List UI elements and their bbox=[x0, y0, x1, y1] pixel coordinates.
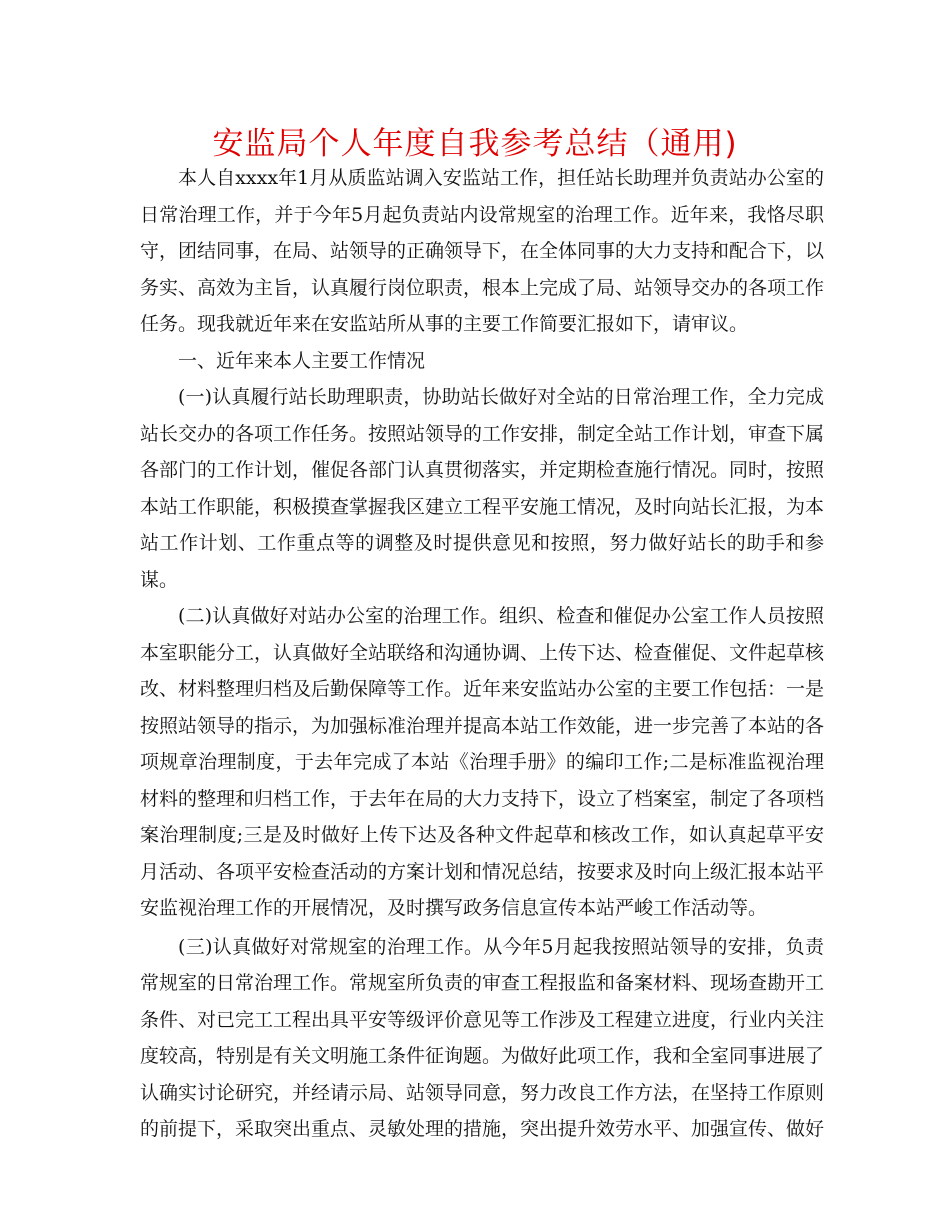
paragraph-item-2: (二)认真做好对站办公室的治理工作。组织、检查和催促办公室工作人员按照本室职能分工，认真做好全站联络和沟通协调、上传下达、检查催促、文件起草核改、材料整理归档及后勤保障等工作。近年来安监站办公室的主要工作包括：一是按照站领导的指示，为加强标准治理并提高本站工作效能，进一步完善了本站的各项规章治理制度，于去年完成了本站《治理手册》的编印工作;二是标准监视治理材料的整理和归档工作，于去年在局的大力支持下，设立了档案室，制定了各项档案治理制度;三是及时做好上传下达及各种文件起草和核改工作，如认真起草平安月活动、各项平安检查活动的方案计划和情况总结，按要求及时向上级汇报本站平安监视治理工作的开展情况，及时撰写政务信息宣传本站严峻工作活动等。 bbox=[140, 605, 825, 919]
section-heading: 一、近年来本人主要工作情况 bbox=[178, 349, 426, 372]
document-title: 安监局个人年度自我参考总结（通用) bbox=[212, 126, 738, 162]
document-body bbox=[140, 160, 824, 1148]
paragraph-intro: 本人自xxxx年1月从质监站调入安监站工作，担任站长助理并负责站办公室的日常治理工作，并于今年5月起负责站内设常规室的治理工作。近年来，我恪尽职守，团结同事，在局、站领导的正确领导下，在全体同事的大力支持和配合下，以务实、高效为主旨，认真履行岗位职责，根本上完成了局、站领导交办的各项工作任务。现我就近年来在安监站所从事的主要工作简要汇报如下，请审议。 bbox=[140, 167, 825, 335]
paragraph-item-3: (三)认真做好对常规室的治理工作。从今年5月起我按照站领导的安排，负责常规室的日常治理工作。常规室所负责的审查工程报监和备案材料、现场查勘开工条件、对已完工工程出具平安等级评价意见等工作涉及工程建立进度，行业内关注度较高，特别是有关文明施工条件征询题。为做好此项工作，我和全室同事进展了认确实讨论研究，并经请示局、站领导同意，努力改良工作方法，在坚持工作原则的前提下，采取突出重点、灵敏处理的措施，突出提升效劳水平、加强宣传、做好 bbox=[140, 935, 825, 1140]
paragraph-item-1: (一)认真履行站长助理职责，协助站长做好对全站的日常治理工作，全力完成站长交办的各项工作任务。按照站领导的工作安排，制定全站工作计划，审查下属各部门的工作计划，催促各部门认真贯彻落实，并定期检查施行情况。同时，按照本站工作职能，积极摸查掌握我区建立工程平安施工情况，及时向站长汇报，为本站工作计划、工作重点等的调整及时提供意见和按照，努力做好站长的助手和参谋。 bbox=[140, 386, 825, 591]
